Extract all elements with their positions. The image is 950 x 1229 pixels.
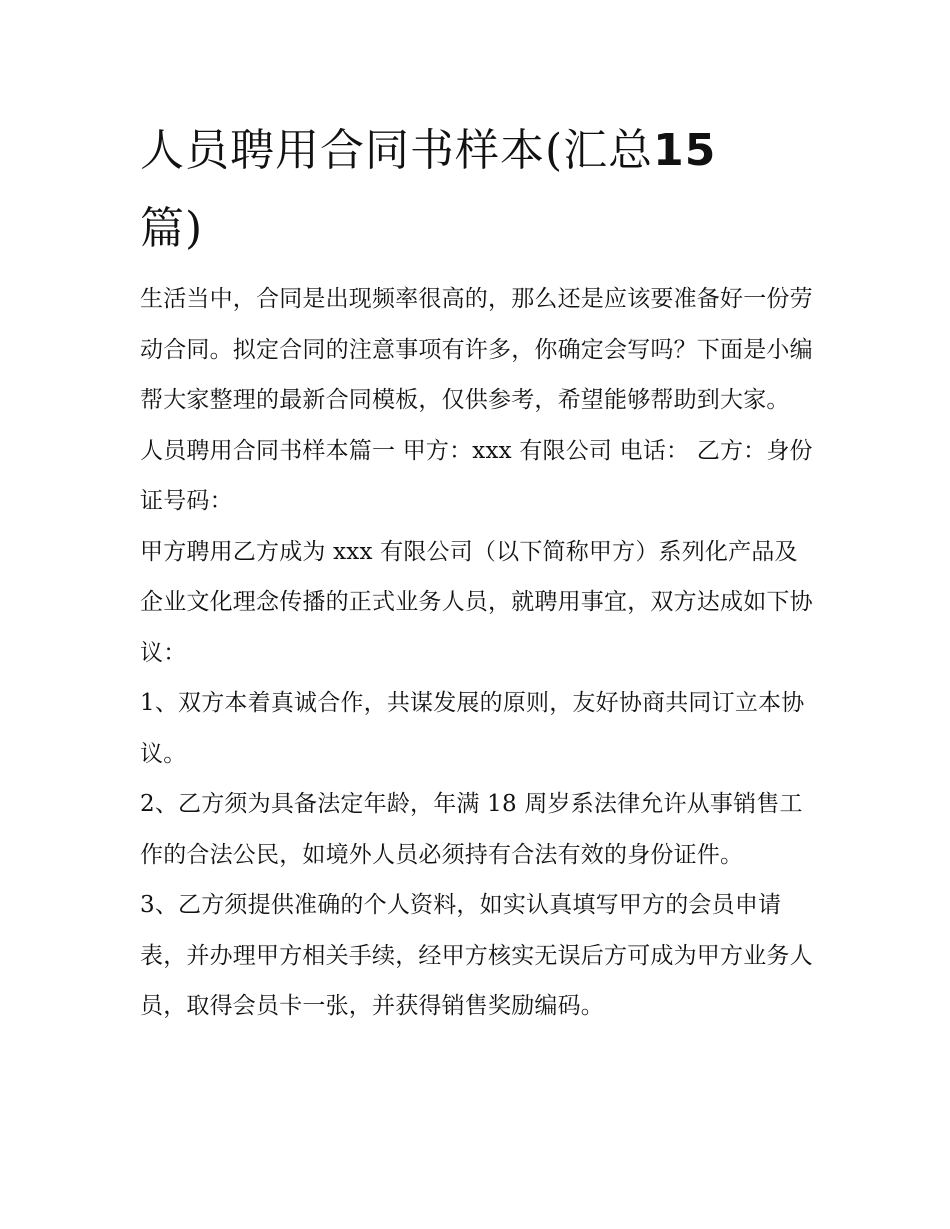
- title-text: 人员聘用合同书样本(汇总: [140, 125, 654, 176]
- clause-1-paragraph: 1、双方本着真诚合作，共谋发展的原则，友好协商共同订立本协议。: [140, 690, 805, 767]
- title-text-end: 篇): [140, 203, 204, 254]
- clause-2-paragraph: 2、乙方须为具备法定年龄，年满 18 周岁系法律允许从事销售工作的合法公民，如境外人员必须持有合法有效的身份证件。: [140, 791, 803, 868]
- document-content: [140, 112, 820, 1032]
- contract-header-paragraph: 人员聘用合同书样本篇一 甲方：xxx 有限公司 电话： 乙方：身份证号码：: [140, 437, 813, 514]
- intro-paragraph: 生活当中，合同是出现频率很高的，那么还是应该要准备好一份劳动合同。拟定合同的注意事项有许多，你确定会写吗？下面是小编帮大家整理的最新合同模板，仅供参考，希望能够帮助到大家。: [140, 286, 813, 413]
- document-title: [140, 112, 820, 268]
- clause-3-paragraph: 3、乙方须提供准确的个人资料，如实认真填写甲方的会员申请表，并办理甲方相关手续，经甲方核实无误后方可成为甲方业务人员，取得会员卡一张，并获得销售奖励编码。: [140, 892, 813, 1019]
- title-number: 15: [653, 125, 717, 176]
- agreement-intro-paragraph: 甲方聘用乙方成为 xxx 有限公司（以下简称甲方）系列化产品及企业文化理念传播的正式业务人员，就聘用事宜，双方达成如下协议：: [140, 538, 813, 666]
